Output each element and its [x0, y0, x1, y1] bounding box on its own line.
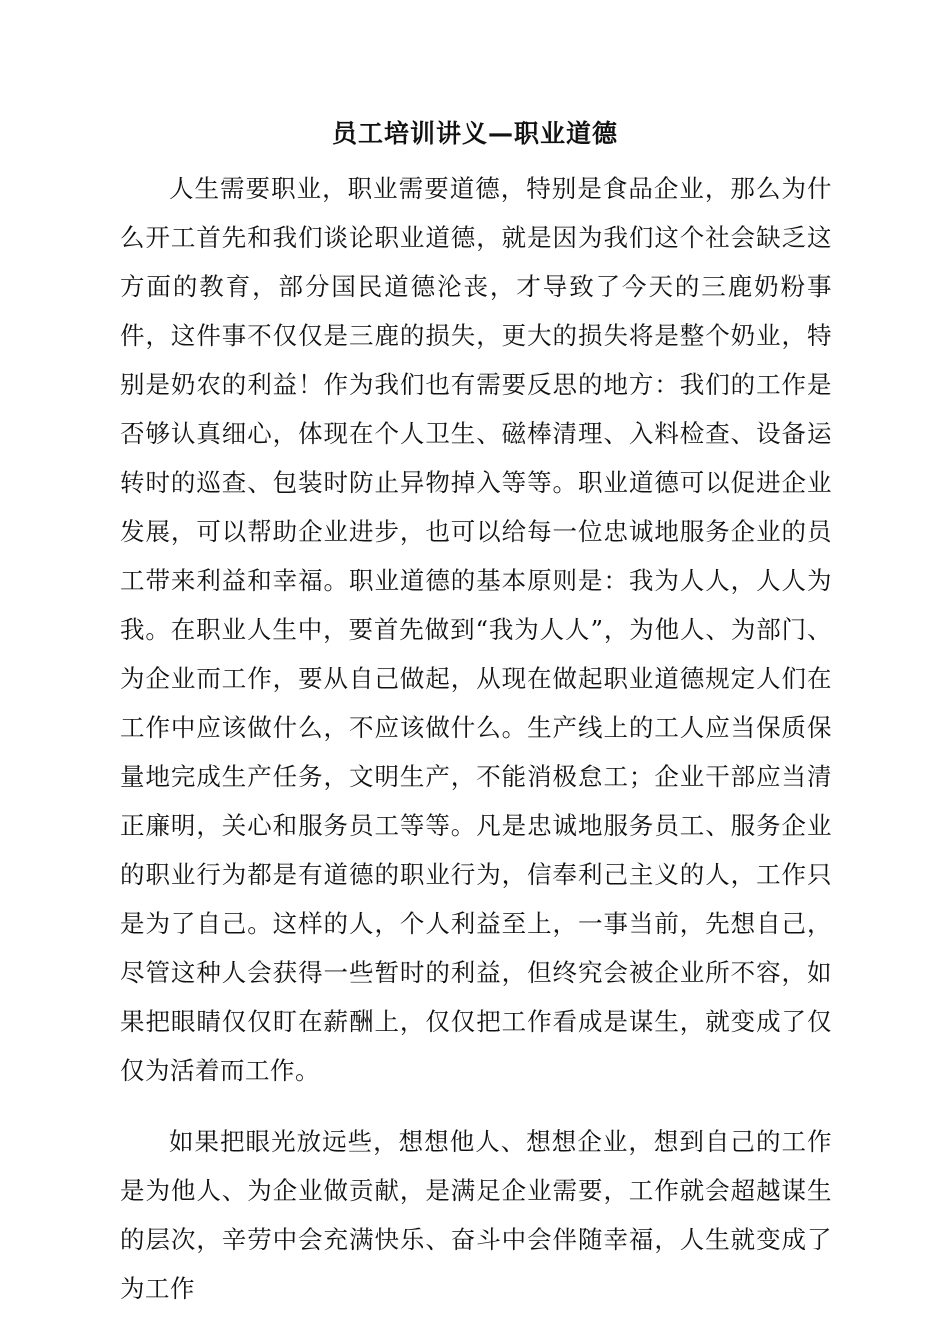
- paragraph-2: 如果把眼光放远些，想想他人、想想企业，想到自己的工作是为他人、为企业做贡献，是满足企业需要，工作就会超越谋生的层次，辛劳中会充满快乐、奋斗中会伴随幸福，人生就变成了为工作: [120, 1127, 832, 1303]
- document-title: 员工培训讲义—职业道德: [331, 119, 618, 148]
- paragraph-1: 人生需要职业，职业需要道德，特别是食品企业，那么为什么开工首先和我们谈论职业道德，就是因为我们这个社会缺乏这方面的教育，部分国民道德沦丧，才导致了今天的三鹿奶粉事件，这件事不仅仅是三鹿的损失，更大的损失将是整个奶业，特别是奶农的利益！作为我们也有需要反思的地方：我们的工作是否够认真细心，体现在个人卫生、磁棒清理、入料检查、设备运转时的巡查、包装时防止异物掉入等等。职业道德可以促进企业发展，可以帮助企业进步，也可以给每一位忠诚地服务企业的员工带来利益和幸福。职业道德的基本原则是：我为人人，人人为我。在职业人生中，要首先做到“我为人人”，为他人、为部门、为企业而工作，要从自己做起，从现在做起职业道德规定人们在工作中应该做什么，不应该做什么。生产线上的工人应当保质保量地完成生产任务，文明生产，不能消极怠工；企业干部应当清正廉明，关心和服务员工等等。凡是忠诚地服务员工、服务企业的职业行为都是有道德的职业行为，信奉利己主义的人，工作只是为了自己。这样的人，个人利益至上，一事当前，先想自己，尽管这种人会获得一些暂时的利益，但终究会被企业所不容，如果把眼睛仅仅盯在薪酬上，仅仅把工作看成是谋生，就变成了仅仅为活着而工作。: [120, 174, 832, 1085]
- document-body: [120, 164, 832, 1313]
